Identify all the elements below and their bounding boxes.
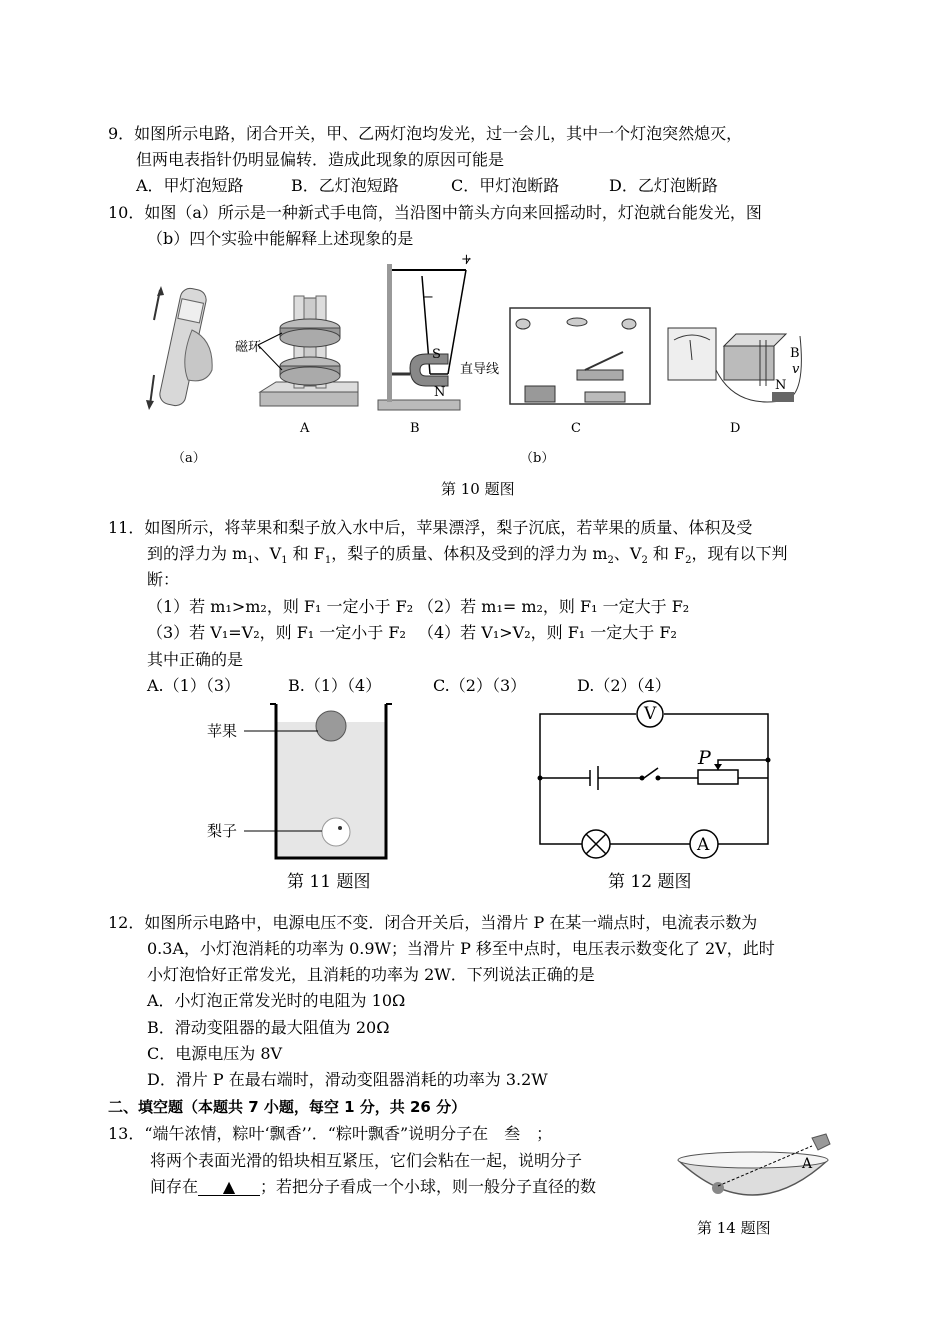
q11-statement-1: （1）若 m₁>m₂，则 F₁ 一定小于 F₂	[147, 597, 414, 616]
pear-label: 梨子	[207, 822, 238, 840]
q12-option-d: D．滑片 P 在最右端时，滑动变阻器消耗的功率为 3.2W	[147, 1070, 548, 1089]
q11-statement-2: （2）若 m₁= m₂，则 F₁ 一定大于 F₂	[418, 597, 690, 616]
flashlight-figure	[140, 280, 230, 415]
n-pole-label: N	[434, 385, 446, 400]
q9-option-a: A．甲灯泡短路	[136, 176, 244, 195]
q9-option-d: D．乙灯泡断路	[609, 176, 718, 195]
fig-b-caption: （b）	[520, 451, 555, 466]
q10-figure-caption: 第 10 题图	[441, 480, 515, 498]
q11-figure-caption: 第 11 题图	[287, 872, 371, 892]
fig-a-caption: （a）	[172, 451, 206, 466]
slider-p-label: P	[698, 747, 711, 769]
q12-option-a: A．小灯泡正常发光时的电阻为 10Ω	[147, 991, 406, 1010]
q11-option-c: C.（2）（3）	[433, 676, 527, 695]
q11-option-a: A.（1）（3）	[147, 676, 241, 695]
fig-A-caption: A	[300, 421, 310, 436]
q11-stem-line3: 断：	[147, 570, 180, 589]
voltmeter-label: V	[644, 704, 657, 724]
fig-B-caption: B	[410, 421, 420, 436]
q11-statement-4: （4）若 V₁>V₂，则 F₁ 一定大于 F₂	[418, 623, 677, 642]
q12-figure-caption: 第 12 题图	[608, 872, 692, 892]
q11-option-d: D.（2）（4）	[577, 676, 671, 695]
q14-figure-caption: 第 14 题图	[697, 1219, 771, 1237]
q9-stem-line1: 9．如图所示电路，闭合开关，甲、乙两灯泡均发光，过一会儿，其中一个灯泡突然熄灭，	[108, 124, 743, 143]
figure-14-bowl	[672, 1128, 842, 1208]
q13-stem-line1: 13．“端午浓情，粽叶‘飘香’’．“粽叶飘香”说明分子在 叁 ；	[108, 1124, 553, 1143]
q9-option-c: C．甲灯泡断路	[451, 176, 560, 195]
figure-11-beaker	[240, 700, 400, 865]
q12-stem-line2: 0.3A，小灯泡消耗的功率为 0.9W；当滑片 P 移至中点时，电压表示数变化了 2V，此时	[147, 939, 775, 958]
q10-stem-line1: 10．如图（a）所示是一种新式手电筒，当沿图中箭头方向来回摇动时，灯泡就台能发光，图	[108, 203, 762, 222]
q11-option-b: B.（1）（4）	[288, 676, 382, 695]
q9-stem-line2: 但两电表指针仍明显偏转．造成此现象的原因可能是	[136, 150, 505, 169]
b-field-label: B	[790, 346, 800, 361]
fig-C-caption: C	[571, 421, 581, 436]
ammeter-label: A	[697, 835, 710, 855]
point-a-label: A	[802, 1156, 813, 1172]
q11-stem-line2: 到的浮力为 $m_1$、$V_1$ 和 $F_1$，梨子的质量、体积及受到的浮力为 $m_2$、$V_2$ 和 $F_2$，现有以下判	[147, 544, 788, 567]
q11-stem-line1: 11．如图所示，将苹果和梨子放入水中后，苹果漂浮，梨子沉底，若苹果的质量、体积及受	[108, 518, 753, 537]
velocity-label: v	[792, 362, 800, 377]
section-2-heading: 二、填空题（本题共 7 小题，每空 1 分，共 26 分）	[108, 1098, 467, 1116]
minus-label: −	[423, 290, 434, 305]
magnet-ring-label: 磁环	[235, 340, 262, 355]
s-pole-label: S	[432, 347, 441, 362]
q12-stem-line1: 12．如图所示电路中，电源电压不变．闭合开关后，当滑片 P 在某一端点时，电流表示数为	[108, 913, 758, 932]
q12-stem-line3: 小灯泡恰好正常发光，且消耗的功率为 2W．下列说法正确的是	[147, 965, 595, 984]
q11-statement-3: （3）若 V₁=V₂，则 F₁ 一定小于 F₂	[147, 623, 406, 642]
q13-stem-line3: 间存在 ▲ ；若把分子看成一个小球，则一般分子直径的数	[150, 1177, 597, 1196]
q11-correct-prompt: 其中正确的是	[147, 650, 244, 669]
figure-b-wire-magnet	[370, 256, 490, 416]
q12-option-b: B．滑动变阻器的最大阻值为 20Ω	[147, 1018, 390, 1037]
q9-option-b: B．乙灯泡短路	[291, 176, 399, 195]
q10-stem-line2: （b）四个实验中能解释上述现象的是	[147, 229, 414, 248]
q13-stem-line2: 将两个表面光滑的铅块相互紧压，它们会粘在一起，说明分子	[150, 1151, 583, 1170]
q12-option-c: C．电源电压为 8V	[147, 1044, 283, 1063]
figure-c-circuit	[505, 300, 655, 412]
answer-blank[interactable]: ▲	[198, 1179, 260, 1196]
n-label-d: N	[775, 378, 787, 393]
figure-12-circuit	[530, 700, 780, 865]
fig-D-caption: D	[730, 421, 741, 436]
apple-label: 苹果	[207, 722, 238, 740]
plus-label: +	[461, 252, 472, 267]
straight-wire-label: 直导线	[460, 362, 500, 377]
